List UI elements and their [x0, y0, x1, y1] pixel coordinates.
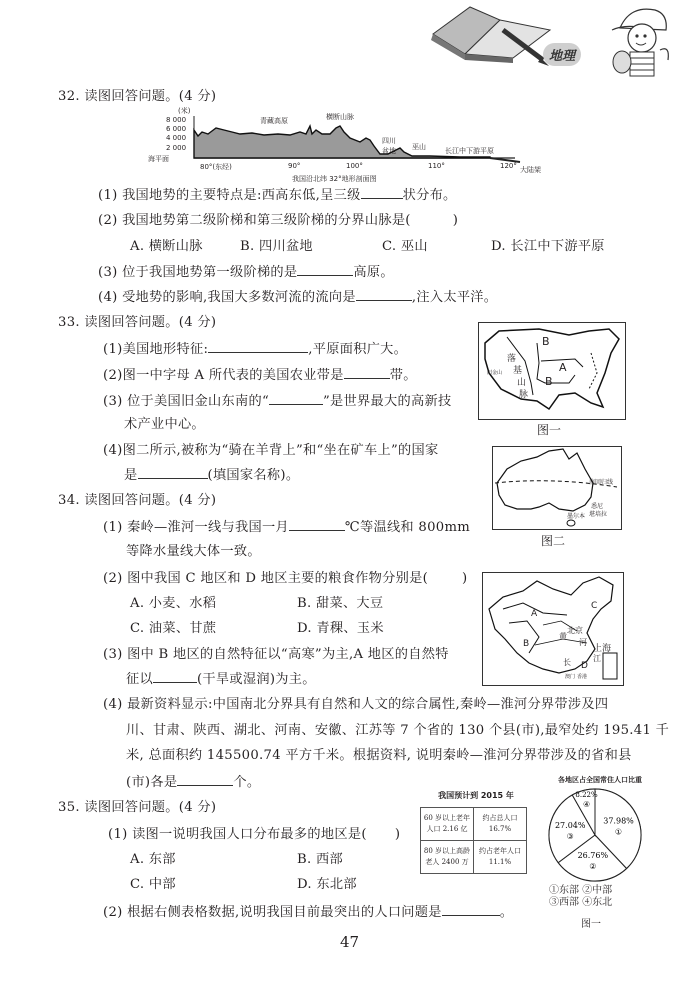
china-map-figure [482, 572, 624, 686]
x-tick-label: 100° [346, 162, 363, 170]
answer-blank[interactable] [138, 466, 208, 479]
table-row [421, 841, 527, 874]
answer-blank[interactable] [356, 288, 412, 301]
page-number: 47 [340, 933, 360, 951]
map-label: 黄 [559, 632, 567, 641]
q34-item-4-line-3: 米, 总面积约 145500.74 平方千米。根据资料, 说明秦岭—淮河分界带涉及的省和县 [126, 748, 632, 763]
q33-title: 33. 读图回答问题。(4 分) [58, 315, 217, 330]
pie-slice-marker: ② [589, 862, 597, 872]
map-label: 落 [507, 354, 517, 364]
map-label: B [542, 335, 550, 348]
y-tick-label: 2 000 [166, 144, 187, 152]
answer-blank[interactable] [442, 903, 500, 916]
q32-item-3: (3) 位于我国地势第一级阶梯的是 高原。 [98, 265, 394, 280]
map-label: A [559, 361, 567, 374]
q32-item-1: (1) 我国地势的主要特点是:西高东低,呈三级 状分布。 [98, 188, 457, 203]
legend-item: ④东北 [582, 897, 613, 908]
q35-option-d: D. 东北部 [297, 877, 357, 892]
q32-option-b: B. 四川盆地 [240, 239, 313, 254]
pie-legend [549, 885, 612, 909]
q33-item-3-cont: 术产业中心。 [124, 417, 205, 432]
q34-option-d: D. 青稞、玉米 [297, 621, 384, 636]
q33-item-2: (2)图一中字母 A 所代表的美国农业带是 带。 [103, 368, 417, 383]
pie-value-label: 26.76% [577, 851, 609, 861]
map-label: D [581, 661, 588, 671]
answer-blank[interactable] [208, 340, 308, 353]
profile-label: 巫山 [412, 143, 426, 151]
usa-map-figure [478, 322, 626, 420]
q35-option-b: B. 西部 [297, 852, 343, 867]
x-tick-label: 110° [428, 162, 445, 170]
profile-label: 横断山脉 [326, 113, 354, 121]
population-pie-figure [535, 775, 665, 930]
map-label: 山 [517, 378, 527, 388]
q34-item-4-line-4: (市)各是 个。 [126, 775, 261, 790]
q35-item-2: (2) 根据右侧表格数据,说明我国目前最突出的人口问题是 。 [103, 905, 514, 920]
profile-label: 大陆架 [520, 166, 541, 174]
population-table-figure [420, 790, 532, 874]
profile-label: 青藏高原 [260, 117, 288, 125]
pie-value-label: 27.04% [554, 820, 586, 830]
answer-blank[interactable] [177, 773, 233, 786]
map-label: C [591, 601, 598, 611]
pie-slice-marker: ① [614, 827, 623, 837]
answer-blank[interactable] [344, 366, 390, 379]
q35-item-1: (1) 读图一说明我国人口分布最多的地区是( ) [108, 827, 401, 842]
open-book-with-pencil-icon [425, 2, 555, 72]
pie-value-label: 37.98% [603, 816, 634, 826]
table-cell: 约占老年人口 11.1% [474, 841, 527, 874]
q34-option-a: A. 小麦、水稻 [130, 596, 217, 611]
y-tick-label: 6 000 [166, 125, 187, 133]
population-table [420, 807, 527, 874]
q32-option-c: C. 巫山 [382, 239, 428, 254]
map-label: B [523, 639, 530, 649]
map-label: 澳门 [565, 674, 576, 680]
pie-value-label: 8.22% [575, 790, 598, 799]
pie-title: 各地区占全国常住人口比重 [558, 776, 642, 784]
subject-badge: 地理 [543, 43, 581, 66]
q34-option-c: C. 油菜、甘蔗 [130, 621, 217, 636]
q32-title: 32. 读图回答问题。(4 分) [58, 89, 217, 104]
map-label: 堪培拉 [589, 511, 608, 518]
q34-title: 34. 读图回答问题。(4 分) [58, 493, 217, 508]
y-tick-label: 4 000 [166, 134, 187, 142]
map-label: 上海 [593, 644, 612, 654]
q34-item-4-line-2: 川、甘肃、陕西、湖北、河南、安徽、江苏等 7 个省的 130 个县(市),最窄处约 195.41 千 [126, 723, 670, 738]
q35-option-c: C. 中部 [130, 877, 176, 892]
x-tick-label: 120° [500, 162, 517, 170]
q33-item-4: (4)图二所示,被称为“骑在羊背上”和“坐在矿车上”的国家 [103, 443, 439, 458]
q32-item-2: (2) 我国地势第二级阶梯和第三级阶梯的分界山脉是( ) [98, 213, 459, 228]
map-label: 墨尔本 [567, 513, 586, 520]
map-label: B [545, 375, 553, 388]
legend-item: ②中部 [582, 885, 613, 896]
map-label: 悉尼 [591, 503, 604, 510]
y-tick-label: 8 000 [166, 116, 187, 124]
profile-label: 盆地 [382, 147, 396, 155]
cartoon-student-icon [600, 0, 680, 80]
fig1-caption: 图一 [537, 423, 562, 437]
table-title: 我国预计到 2015 年 [438, 791, 514, 800]
q34-item-1: (1) 秦岭—淮河一线与我国一月 ℃等温线和 800mm [103, 520, 471, 535]
map-label: 旧金山 [487, 370, 503, 376]
q35-option-a: A. 东部 [130, 852, 176, 867]
q35-title: 35. 读图回答问题。(4 分) [58, 800, 217, 815]
q32-option-a: A. 横断山脉 [130, 239, 203, 254]
pie-slice-marker: ③ [566, 831, 574, 841]
map-label: 北京 [567, 626, 583, 635]
q33-item-3: (3) 位于美国旧金山东南的“ ”是世界最大的高新技 [103, 394, 452, 409]
table-cell: 约占总人口 16.7% [474, 808, 527, 841]
q34-item-2: (2) 图中我国 C 地区和 D 地区主要的粮食作物分别是( ) [103, 571, 468, 586]
table-row [421, 808, 527, 841]
table-cell: 80 岁以上高龄老人 2400 万 [421, 841, 474, 874]
q33-item-4-cont: 是 (填国家名称)。 [124, 468, 300, 483]
china-map [483, 573, 623, 685]
pie-slice-marker: ④ [582, 799, 591, 809]
map-label: 脉 [519, 390, 529, 400]
map-label: 基 [513, 366, 523, 376]
y-axis-unit: (米) [178, 107, 191, 115]
legend-item: ③西部 [549, 897, 579, 908]
answer-blank[interactable] [289, 518, 345, 531]
q34-option-b: B. 甜菜、大豆 [297, 596, 384, 611]
terrain-profile-figure [148, 107, 545, 188]
map-label: 江 [593, 654, 601, 663]
pie-chart [535, 785, 665, 885]
x-tick-label: 90° [288, 162, 301, 170]
map-label: 河 [579, 638, 587, 647]
map-label: A [531, 609, 538, 619]
answer-blank[interactable] [269, 392, 323, 405]
q34-item-1-cont: 等降水量线大体一致。 [126, 544, 261, 559]
pie-caption: 图一 [581, 919, 601, 930]
profile-label: 四川 [382, 137, 396, 145]
q32-option-d: D. 长江中下游平原 [491, 239, 605, 254]
map-label: 香港 [577, 674, 588, 680]
table-cell: 60 岁以上老年人口 2.16 亿 [421, 808, 474, 841]
q32-item-4: (4) 受地势的影响,我国大多数河流的流向是 ,注入太平洋。 [98, 290, 498, 305]
q33-item-1: (1)美国地形特征: ,平原面积广大。 [103, 342, 408, 357]
profile-label: 长江中下游平原 [445, 147, 494, 155]
map-label: 南回归线 [589, 479, 614, 486]
answer-blank[interactable] [153, 670, 197, 683]
australia-map-figure [492, 446, 622, 530]
q34-item-4-line-1: (4) 最新资料显示:中国南北分界具有自然和人文的综合属性,秦岭—淮河分界带涉及四 [103, 697, 609, 712]
header-decoration [420, 0, 700, 80]
answer-blank[interactable] [297, 263, 353, 276]
fig2-caption: 图二 [541, 534, 566, 548]
map-label: 长 [563, 658, 571, 667]
y-tick-label: 海平面 [148, 155, 169, 163]
q34-item-3-cont: 征以 (干旱或湿润)为主。 [126, 672, 316, 687]
legend-item: ①东部 [549, 885, 579, 896]
q34-item-3: (3) 图中 B 地区的自然特征以“高寒”为主,A 地区的自然特 [103, 647, 449, 662]
answer-blank[interactable] [361, 186, 403, 199]
profile-caption: 我国沿北纬 32°地形剖面图 [292, 175, 377, 183]
x-tick-label: 80°(东经) [200, 163, 232, 171]
